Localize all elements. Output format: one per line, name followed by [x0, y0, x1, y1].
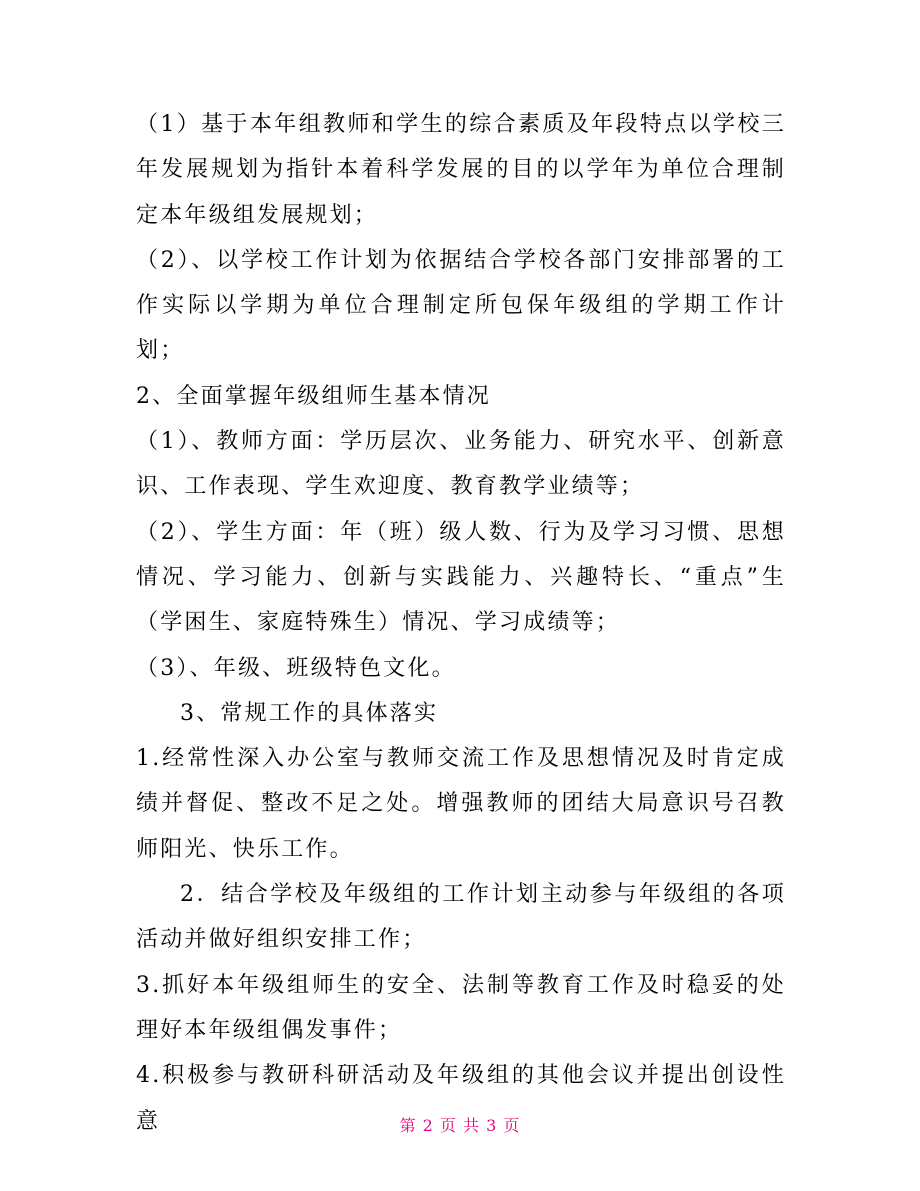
- paragraph-3-1: 1.经常性深入办公室与教师交流工作及思想情况及时肯定成绩并督促、整改不足之处。增强教师的团结大局意识号召教师阳光、快乐工作。: [136, 746, 786, 862]
- paragraph-3-3: 3.抓好本年级组师生的安全、法制等教育工作及时稳妥的处理好本年级组偶发事件；: [136, 972, 786, 1043]
- paragraph-1-2: （2）、以学校工作计划为依据结合学校各部门安排部署的工作实际以学期为单位合理制定所包保年级组的学期工作计划；: [136, 247, 786, 364]
- page-footer: [0, 1113, 920, 1136]
- paragraph-2-2: （2）、学生方面：年（班）级人数、行为及学习习惯、思想情况、学习能力、创新与实践能力、兴趣特长、“重点”生（学困生、家庭特殊生）情况、学习成绩等；: [136, 519, 786, 636]
- paragraph-2-3: （3）、年级、班级特色文化。: [136, 655, 456, 681]
- document-body: [136, 102, 786, 1144]
- paragraph-1-1: （1）基于本年组教师和学生的综合素质及年段特点以学校三年发展规划为指针本着科学发展的目的以学年为单位合理制定本年级组发展规划；: [136, 112, 786, 228]
- paragraph-3-2: 2．结合学校及年级组的工作计划主动参与年级组的各项活动并做好组织安排工作；: [136, 882, 786, 953]
- page-number: 第 2 页 共 3 页: [399, 1116, 521, 1135]
- section-heading-2: 2、全面掌握年级组师生基本情况: [136, 383, 491, 409]
- paragraph-2-1: （1）、教师方面：学历层次、业务能力、研究水平、创新意识、工作表现、学生欢迎度、教育教学业绩等；: [136, 429, 786, 500]
- section-heading-3: 3、常规工作的具体落实: [180, 700, 439, 726]
- paragraph-3-4: 4.积极参与教研科研活动及年级组的其他会议并提出创设性意: [136, 1063, 786, 1134]
